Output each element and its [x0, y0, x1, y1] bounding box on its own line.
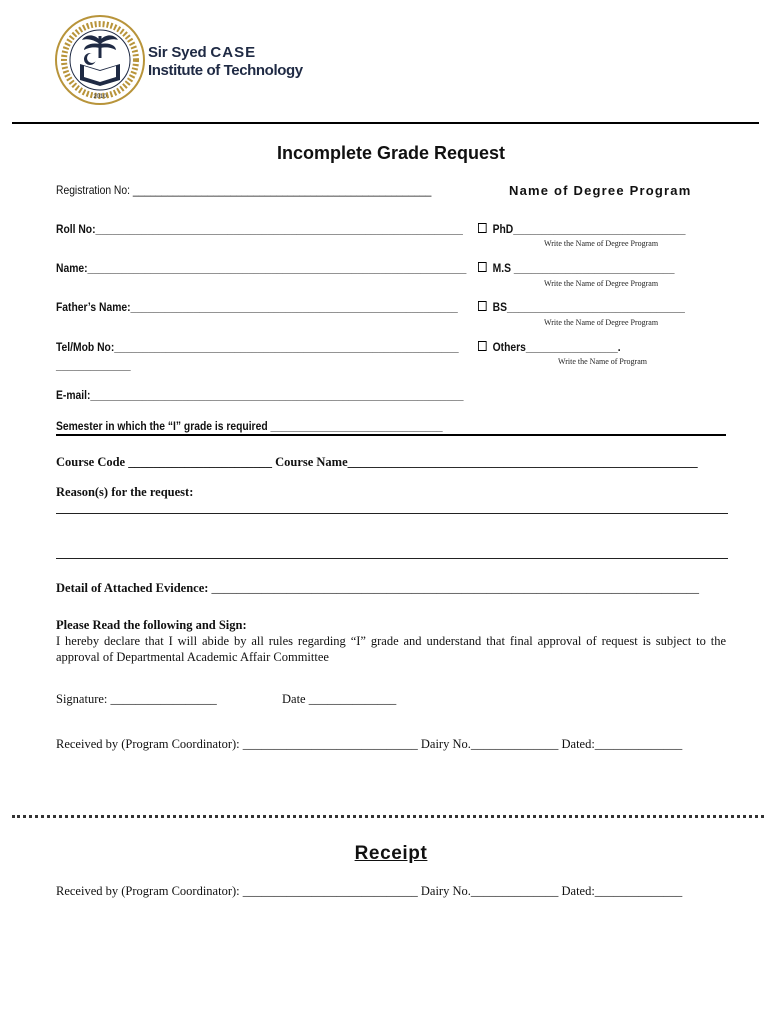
bs-checkbox[interactable] — [478, 301, 487, 311]
date-field[interactable]: Date ______________ — [282, 692, 397, 706]
program-others-label: Others________________. — [492, 340, 621, 354]
received-by-field[interactable]: Received by (Program Coordinator): ____________________________ Dairy No.______________ Dated:______________ — [56, 737, 683, 751]
program-phd-label: PhD______________________________ — [492, 222, 686, 236]
evidence-field[interactable]: Detail of Attached Evidence: ______________________________________________________________________________ — [56, 581, 700, 595]
reasons-line-1[interactable] — [56, 513, 728, 514]
declaration-heading: Please Read the following and Sign: — [56, 618, 247, 632]
program-phd-hint: Write the Name of Degree Program — [544, 239, 659, 248]
brand-name-line1: Sir Syed CASE — [148, 44, 257, 61]
program-ms-label: M.S ____________________________ — [492, 261, 675, 275]
program-others-option[interactable] — [478, 340, 621, 354]
others-checkbox[interactable] — [478, 341, 487, 351]
father-name-field[interactable]: Father’s Name:_________________________________________________________ — [56, 300, 458, 314]
registration-field[interactable]: Registration No: ____________________________________________________ — [56, 183, 432, 197]
tel-mob-field-continued[interactable]: _____________ — [56, 358, 131, 372]
phd-checkbox[interactable] — [478, 223, 487, 233]
course-name-field: Course Name________________________________________________________ — [275, 455, 698, 469]
program-bs-label: BS_______________________________ — [492, 300, 685, 314]
program-ms-option[interactable] — [478, 261, 675, 275]
brand-name-line2: Institute of Technology — [148, 62, 303, 79]
evidence-label: Detail of Attached Evidence: — [56, 581, 209, 595]
roll-no-field[interactable]: Roll No:________________________________________________________________ — [56, 222, 463, 236]
program-ms-hint: Write the Name of Degree Program — [544, 279, 659, 288]
seal-year: 2010 — [93, 94, 107, 100]
receipt-received-by-field[interactable]: Received by (Program Coordinator): ____________________________ Dairy No.______________ Dated:______________ — [56, 884, 683, 898]
degree-program-heading: Name of Degree Program — [509, 183, 692, 198]
tear-off-line — [12, 815, 764, 818]
email-field[interactable]: E-mail:_________________________________________________________________ — [56, 388, 464, 402]
form-title: Incomplete Grade Request — [276, 143, 506, 163]
ms-checkbox[interactable] — [478, 262, 487, 272]
tel-mob-field[interactable]: Tel/Mob No:____________________________________________________________ — [56, 340, 459, 354]
reasons-label: Reason(s) for the request: — [56, 485, 194, 499]
program-bs-option[interactable] — [478, 300, 685, 314]
header-divider — [12, 122, 759, 124]
signature-field[interactable]: Signature: _________________ — [56, 692, 217, 706]
program-phd-option[interactable] — [478, 222, 685, 236]
program-others-hint: Write the Name of Program — [558, 357, 647, 366]
program-bs-hint: Write the Name of Degree Program — [544, 318, 659, 327]
institute-seal-logo — [54, 14, 146, 106]
declaration-text: I hereby declare that I will abide by all rules regarding “I” grade and understand that final approval of request is subject to the approval of Departmental Academic Affair Committee — [56, 634, 726, 664]
name-field[interactable]: Name:__________________________________________________________________ — [56, 261, 467, 275]
semester-field[interactable]: Semester in which the “I” grade is required ______________________________ — [56, 419, 443, 433]
section-divider — [56, 434, 726, 436]
reasons-line-2[interactable] — [56, 558, 728, 559]
brand-case-mark: CASE — [210, 44, 257, 61]
course-code-field[interactable]: Course Code _______________________ Course Name________________________________________________________ — [56, 455, 698, 469]
receipt-title: Receipt — [354, 843, 428, 864]
